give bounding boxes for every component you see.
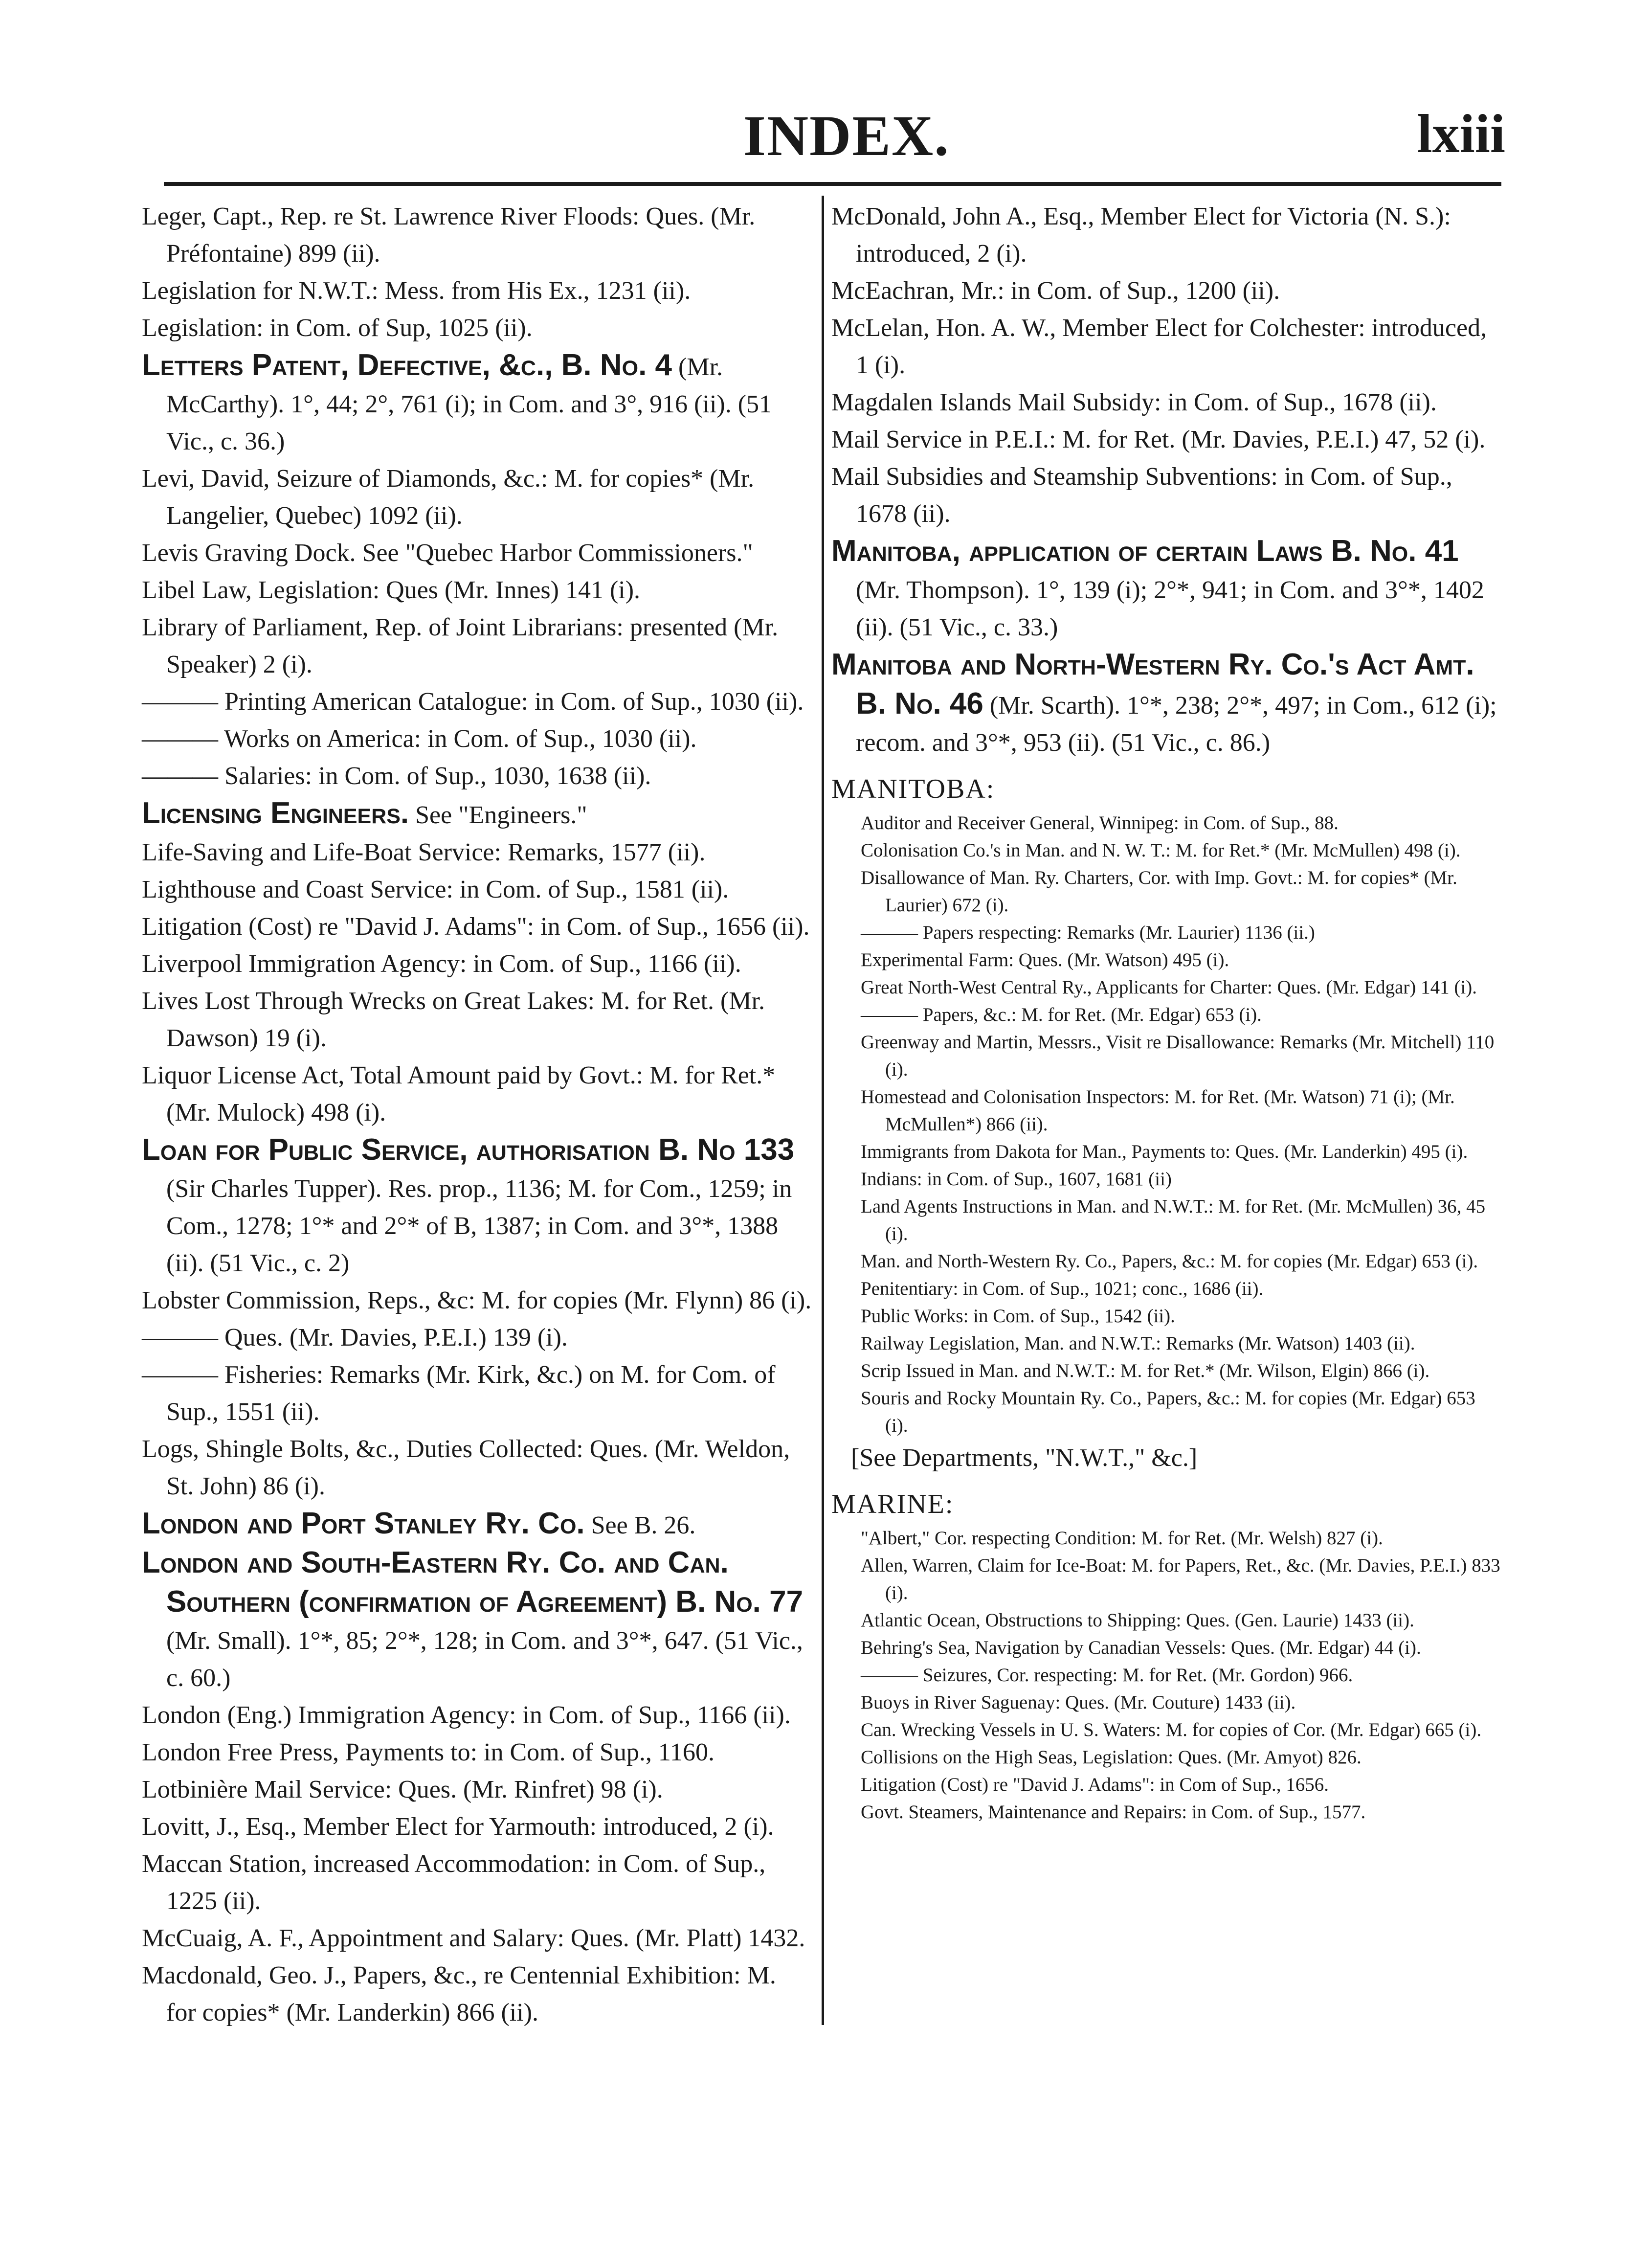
index-entry-bill xyxy=(142,1544,812,1697)
sub-entry: Railway Legislation, Man. and N.W.T.: Remarks (Mr. Watson) 1403 (ii). xyxy=(861,1333,1415,1354)
see-also-note: [See Departments, "N.W.T.," &c.] xyxy=(851,1444,1198,1472)
sub-entry: Souris and Rocky Mountain Ry. Co., Papers, &c.: M. for copies (Mr. Edgar) 653 (i). xyxy=(861,1388,1475,1436)
sub-entry: "Albert," Cor. respecting Condition: M. for Ret. (Mr. Welsh) 827 (i). xyxy=(861,1528,1383,1549)
index-entry: Logs, Shingle Bolts, &c., Duties Collected: Ques. (Mr. Weldon, St. John) 86 (i). xyxy=(142,1435,790,1500)
sub-entry: Colonisation Co.'s in Man. and N. W. T.: M. for Ret.* (Mr. McMullen) 498 (i). xyxy=(861,840,1461,861)
index-entry: ——— Salaries: in Com. of Sup., 1030, 1638 (ii). xyxy=(142,762,651,790)
index-entry: Lighthouse and Coast Service: in Com. of Sup., 1581 (ii). xyxy=(142,876,729,903)
index-entry: Leger, Capt., Rep. re St. Lawrence River Floods: Ques. (Mr. Préfontaine) 899 (ii). xyxy=(142,203,756,268)
sub-entry: Penitentiary: in Com. of Sup., 1021; conc., 1686 (ii). xyxy=(861,1278,1264,1299)
index-entry: McCuaig, A. F., Appointment and Salary: Ques. (Mr. Platt) 1432. xyxy=(142,1924,805,1952)
index-entry: Levis Graving Dock. See "Quebec Harbor Commissioners." xyxy=(142,539,753,567)
bill-heading: London and South-Eastern Ry. Co. and Can. Southern (confirmation of Agreement) B. No. 77 xyxy=(142,1546,804,1619)
bill-details: (Mr. McCarthy). 1°, 44; 2°, 761 (i); in Com. and 3°, 916 (ii). (51 Vic., c. 36.) xyxy=(166,353,772,455)
bill-heading: London and Port Stanley Ry. Co. xyxy=(142,1507,585,1540)
sub-entry: Scrip Issued in Man. and N.W.T.: M. for Ret.* (Mr. Wilson, Elgin) 866 (i). xyxy=(861,1360,1430,1381)
sub-entry: Litigation (Cost) re "David J. Adams": in Com of Sup., 1656. xyxy=(861,1774,1329,1795)
index-entry: Legislation: in Com. of Sup, 1025 (ii). xyxy=(142,314,533,342)
bill-details: (Mr. Scarth). 1°*, 238; 2°*, 497; in Com., 612 (i); recom. and 3°*, 953 (ii). (51 Vic., c. 86.) xyxy=(856,692,1497,757)
index-entry: McDonald, John A., Esq., Member Elect for Victoria (N. S.): introduced, 2 (i). xyxy=(831,203,1451,268)
index-entry: Magdalen Islands Mail Subsidy: in Com. of Sup., 1678 (ii). xyxy=(831,388,1437,416)
index-entry: ——— Fisheries: Remarks (Mr. Kirk, &c.) on M. for Com. of Sup., 1551 (ii). xyxy=(142,1361,776,1426)
bill-details: (Mr. Thompson). 1°, 139 (i); 2°*, 941; in Com. and 3°*, 1402 (ii). (51 Vic., c. 33.) xyxy=(856,576,1484,641)
index-entry: Liverpool Immigration Agency: in Com. of Sup., 1166 (ii). xyxy=(142,950,741,978)
header-rule xyxy=(164,182,1501,186)
sub-entry: Immigrants from Dakota for Man., Payments to: Ques. (Mr. Landerkin) 495 (i). xyxy=(861,1141,1468,1162)
sub-entry: Behring's Sea, Navigation by Canadian Vessels: Ques. (Mr. Edgar) 44 (i). xyxy=(861,1637,1421,1658)
bill-details: See B. 26. xyxy=(584,1511,696,1539)
bill-heading: Manitoba, application of certain Laws B. No. 41 xyxy=(831,534,1459,568)
index-entry-bill xyxy=(142,795,812,834)
sub-entry: Land Agents Instructions in Man. and N.W.T.: M. for Ret. (Mr. McMullen) 36, 45 (i). xyxy=(861,1196,1486,1244)
sub-entry: ——— Papers, &c.: M. for Ret. (Mr. Edgar) 653 (i). xyxy=(861,1004,1262,1025)
index-entry: Libel Law, Legislation: Ques (Mr. Innes) 141 (i). xyxy=(142,576,641,604)
index-entry: Maccan Station, increased Accommodation: in Com. of Sup., 1225 (ii). xyxy=(142,1850,766,1915)
section-heading-manitoba: MANITOBA: xyxy=(831,774,995,804)
sub-entry: Indians: in Com. of Sup., 1607, 1681 (ii) xyxy=(861,1169,1172,1190)
sub-entry: Auditor and Receiver General, Winnipeg: in Com. of Sup., 88. xyxy=(861,812,1339,833)
sub-entry: Disallowance of Man. Ry. Charters, Cor. with Imp. Govt.: M. for copies* (Mr. Laurier) 672 (i). xyxy=(861,867,1457,916)
index-entry: Lovitt, J., Esq., Member Elect for Yarmouth: introduced, 2 (i). xyxy=(142,1813,774,1841)
index-entry: Lotbinière Mail Service: Ques. (Mr. Rinfret) 98 (i). xyxy=(142,1776,663,1803)
sub-entry: Buoys in River Saguenay: Ques. (Mr. Couture) 1433 (ii). xyxy=(861,1692,1296,1713)
section-heading-marine: MARINE: xyxy=(831,1489,954,1519)
index-entry: Mail Service in P.E.I.: M. for Ret. (Mr. Davies, P.E.I.) 47, 52 (i). xyxy=(831,426,1486,453)
index-entry: Library of Parliament, Rep. of Joint Librarians: presented (Mr. Speaker) 2 (i). xyxy=(142,613,779,678)
bill-details: (Mr. Small). 1°*, 85; 2°*, 128; in Com. and 3°*, 647. (51 Vic., c. 60.) xyxy=(166,1627,803,1692)
right-column xyxy=(831,198,1501,1826)
index-entry: Lobster Commission, Reps., &c: M. for copies (Mr. Flynn) 86 (i). xyxy=(142,1286,812,1314)
index-entry: ——— Ques. (Mr. Davies, P.E.I.) 139 (i). xyxy=(142,1324,568,1351)
bill-heading: Letters Patent, Defective, &c., B. No. 4 xyxy=(142,348,672,382)
sub-entry: Allen, Warren, Claim for Ice-Boat: M. for Papers, Ret., &c. (Mr. Davies, P.E.I.) 833 (i). xyxy=(861,1555,1500,1603)
left-column xyxy=(142,198,812,2031)
index-entry-bill xyxy=(831,533,1501,646)
page-number: lxiii xyxy=(1417,104,1505,164)
index-entry: London Free Press, Payments to: in Com. of Sup., 1160. xyxy=(142,1738,714,1766)
index-entry: ——— Printing American Catalogue: in Com. of Sup., 1030 (ii). xyxy=(142,688,804,716)
bill-details: See "Engineers." xyxy=(409,801,587,829)
index-entry: Litigation (Cost) re "David J. Adams": in Com. of Sup., 1656 (ii). xyxy=(142,913,810,941)
sub-entry: Collisions on the High Seas, Legislation: Ques. (Mr. Amyot) 826. xyxy=(861,1747,1362,1768)
bill-details: (Sir Charles Tupper). Res. prop., 1136; M. for Com., 1259; in Com., 1278; 1°* and 2°* of B, 1387; in Com. and 3°*, 1388 (ii). (51 Vic., c. 2) xyxy=(166,1175,792,1277)
index-entry: ——— Works on America: in Com. of Sup., 1030 (ii). xyxy=(142,725,697,753)
bill-heading: Loan for Public Service, authorisation B. No 133 xyxy=(142,1133,795,1167)
page-title: INDEX. xyxy=(743,104,950,168)
sub-entry: Man. and North-Western Ry. Co., Papers, &c.: M. for copies (Mr. Edgar) 653 (i). xyxy=(861,1251,1478,1272)
index-entry-bill xyxy=(142,1505,812,1544)
index-entry: Levi, David, Seizure of Diamonds, &c.: M. for copies* (Mr. Langelier, Quebec) 1092 (ii). xyxy=(142,465,755,530)
bill-heading: Licensing Engineers. xyxy=(142,796,409,830)
sub-entry: ——— Seizures, Cor. respecting: M. for Ret. (Mr. Gordon) 966. xyxy=(861,1665,1353,1686)
index-entry: Macdonald, Geo. J., Papers, &c., re Centennial Exhibition: M. for copies* (Mr. Landerkin) 866 (ii). xyxy=(142,1961,776,2027)
index-entry: Lives Lost Through Wrecks on Great Lakes: M. for Ret. (Mr. Dawson) 19 (i). xyxy=(142,987,765,1052)
sub-entry: Public Works: in Com. of Sup., 1542 (ii). xyxy=(861,1306,1175,1327)
sub-entry: ——— Papers respecting: Remarks (Mr. Laurier) 1136 (ii.) xyxy=(861,922,1315,943)
index-entry: Life-Saving and Life-Boat Service: Remarks, 1577 (ii). xyxy=(142,838,706,866)
index-entry: Liquor License Act, Total Amount paid by Govt.: M. for Ret.* (Mr. Mulock) 498 (i). xyxy=(142,1061,776,1126)
index-entry: Legislation for N.W.T.: Mess. from His Ex., 1231 (ii). xyxy=(142,277,691,305)
sub-entry: Homestead and Colonisation Inspectors: M. for Ret. (Mr. Watson) 71 (i); (Mr. McMullen*) 866 (ii). xyxy=(861,1086,1455,1135)
index-entry: McLelan, Hon. A. W., Member Elect for Colchester: introduced, 1 (i). xyxy=(831,314,1487,379)
sub-entry: Greenway and Martin, Messrs., Visit re Disallowance: Remarks (Mr. Mitchell) 110 (i). xyxy=(861,1032,1495,1080)
sub-entry: Experimental Farm: Ques. (Mr. Watson) 495 (i). xyxy=(861,949,1229,970)
sub-entry: Great North-West Central Ry., Applicants for Charter: Ques. (Mr. Edgar) 141 (i). xyxy=(861,977,1477,998)
index-entry: London (Eng.) Immigration Agency: in Com. of Sup., 1166 (ii). xyxy=(142,1701,791,1729)
sub-entry: Atlantic Ocean, Obstructions to Shipping: Ques. (Gen. Laurie) 1433 (ii). xyxy=(861,1610,1414,1631)
index-entry-bill xyxy=(142,1131,812,1282)
index-entry-bill xyxy=(142,347,812,460)
sub-entry: Can. Wrecking Vessels in U. S. Waters: M. for copies of Cor. (Mr. Edgar) 665 (i). xyxy=(861,1719,1482,1740)
column-divider xyxy=(822,196,824,2025)
index-entry: Mail Subsidies and Steamship Subventions: in Com. of Sup., 1678 (ii). xyxy=(831,463,1452,528)
index-entry: McEachran, Mr.: in Com. of Sup., 1200 (ii). xyxy=(831,277,1280,305)
index-entry-bill xyxy=(831,646,1501,762)
bill-heading: Manitoba and North-Western Ry. Co.'s Act Amt. B. No. 46 xyxy=(831,648,1474,721)
sub-entry: Govt. Steamers, Maintenance and Repairs: in Com. of Sup., 1577. xyxy=(861,1802,1366,1823)
